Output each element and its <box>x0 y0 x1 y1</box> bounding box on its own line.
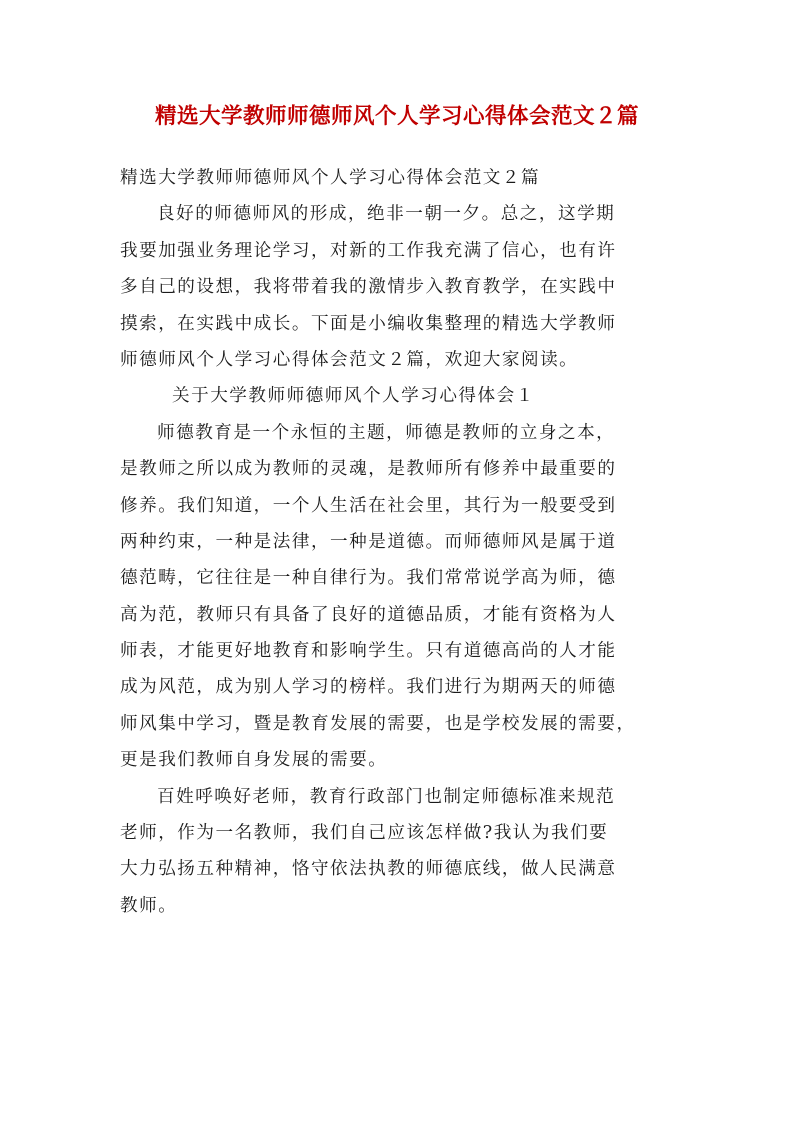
paragraph-line: 师表，才能更好地教育和影响学生。只有道德高尚的人才能 <box>120 641 617 662</box>
paragraph-line: 师德师风个人学习心得体会范文２篇，欢迎大家阅读。 <box>120 349 579 370</box>
paragraph-line: 良好的师德师风的形成，绝非一朝一夕。总之，这学期 <box>157 204 616 225</box>
paragraph-line: 高为范，教师只有具备了良好的道德品质，才能有资格为人 <box>120 604 617 625</box>
paragraph-line: 成为风范，成为别人学习的榜样。我们进行为期两天的师德 <box>120 677 617 698</box>
subtitle-line: 精选大学教师师德师风个人学习心得体会范文２篇 <box>120 168 541 188</box>
paragraph-line: 更是我们教师自身发展的需要。 <box>120 750 388 771</box>
document-title: 精选大学教师师德师风个人学习心得体会范文２篇 <box>154 104 639 129</box>
paragraph-line: 修养。我们知道，一个人生活在社会里，其行为一般要受到 <box>120 495 617 516</box>
paragraph-line: 德范畴，它往往是一种自律行为。我们常常说学高为师，德 <box>120 568 617 589</box>
paragraph-line: 摸索，在实践中成长。下面是小编收集整理的精选大学教师 <box>120 313 617 334</box>
paragraph-line: 百姓呼唤好老师，教育行政部门也制定师德标准来规范 <box>157 786 616 807</box>
paragraph-line: 我要加强业务理论学习，对新的工作我充满了信心，也有许 <box>120 240 617 261</box>
paragraph-line: 师风集中学习，暨是教育发展的需要，也是学校发展的需要， <box>120 713 636 734</box>
paragraph-line: 教师。 <box>120 895 178 916</box>
section-heading: 关于大学教师师德师风个人学习心得体会１ <box>172 386 535 407</box>
paragraph-line: 两种约束，一种是法律，一种是道德。而师德师风是属于道 <box>120 531 617 552</box>
paragraph-line: 老师，作为一名教师，我们自己应该怎样做?我认为我们要 <box>120 823 609 844</box>
document-body <box>120 160 680 924</box>
paragraph-line: 多自己的设想，我将带着我的激情步入教育教学，在实践中 <box>120 277 617 298</box>
paragraph-line: 是教师之所以成为教师的灵魂，是教师所有修养中最重要的 <box>120 459 617 480</box>
paragraph-line: 师德教育是一个永恒的主题，师德是教师的立身之本， <box>157 422 616 443</box>
paragraph-line: 大力弘扬五种精神，恪守依法执教的师德底线，做人民满意 <box>120 859 617 880</box>
